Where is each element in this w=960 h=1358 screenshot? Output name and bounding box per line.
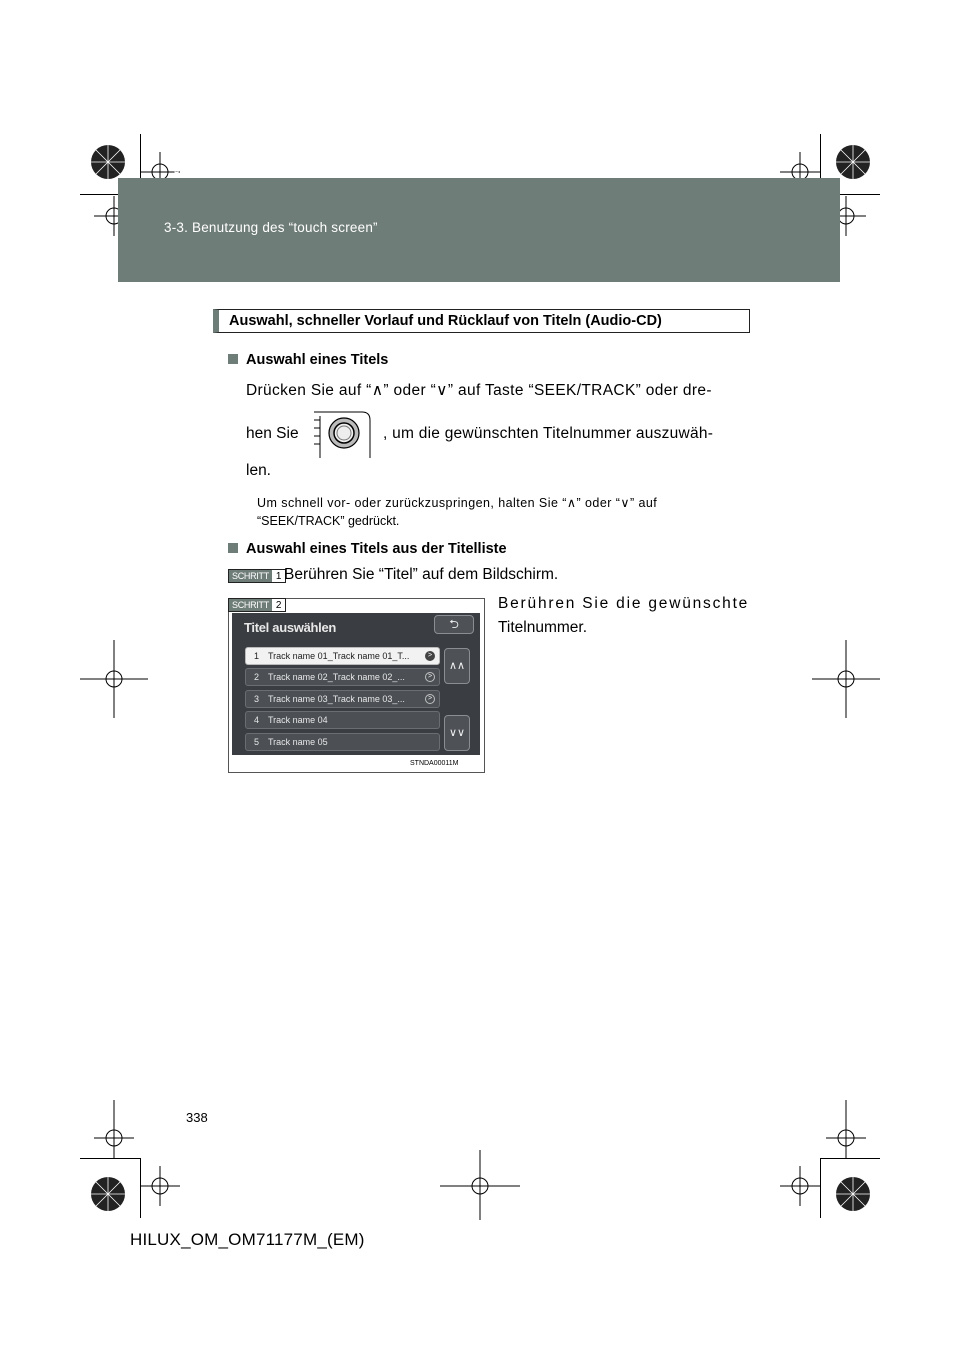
step-badge-1: SCHRITT 1 (228, 569, 286, 583)
subheading-text: Auswahl eines Titels (246, 352, 389, 368)
chevron-right-icon: > (425, 694, 435, 704)
back-button[interactable] (434, 615, 474, 634)
scroll-down-button[interactable] (444, 715, 470, 751)
square-bullet-icon (228, 543, 238, 553)
book-code: HILUX_OM_OM71177M_(EM) (130, 1230, 365, 1249)
print-stamp: HILUX_OM_OM71177M_(EM).book Page 338 Wednesday, May 16, 2012 1:28 PM (174, 169, 556, 179)
illustration-code: STNDA00011M (410, 760, 459, 767)
section-title: Auswahl, schneller Vorlauf und Rücklauf von Titeln (Audio-CD) (229, 313, 662, 329)
section-title-box (213, 309, 750, 333)
step-1-text: Berühren Sie “Titel” auf dem Bildschirm. (284, 566, 559, 583)
double-chevron-down-icon: ∨∨ (448, 727, 466, 739)
track-row-5[interactable]: 5 Track name 05 (245, 733, 440, 751)
subheading-text: Auswahl eines Titels aus der Titelliste (246, 541, 507, 557)
chapter-section-label: 3-3. Benutzung des “touch screen” (164, 220, 378, 235)
track-row-1[interactable]: 1 Track name 01_Track name 01_T... > (245, 647, 440, 665)
subheading-track-list (228, 541, 507, 557)
chevron-right-icon: > (425, 672, 435, 682)
chevron-right-icon: > (425, 651, 435, 661)
page-number: 338 (186, 1110, 208, 1125)
track-name: Track name 03_Track name 03_... (268, 694, 405, 704)
scroll-up-button[interactable] (444, 648, 470, 684)
track-name: Track name 02_Track name 02_... (268, 672, 405, 682)
tune-knob-icon (312, 406, 374, 462)
track-row-4[interactable]: 4 Track name 04 (245, 711, 440, 729)
paragraph-line-3: len. (246, 462, 271, 479)
paragraph-line-2b: , um die gewünschten Titelnummer auszuwäh- (383, 425, 714, 442)
double-chevron-up-icon: ∧∧ (448, 660, 466, 672)
paragraph-line-2a: hen Sie (246, 425, 299, 442)
track-row-2[interactable]: 2 Track name 02_Track name 02_... > (245, 668, 440, 686)
note-line-2: “SEEK/TRACK” gedrückt. (257, 514, 400, 528)
paragraph-line-1: Drücken Sie auf “∧” oder “∨” auf Taste “SEEK/TRACK” oder dre- (246, 382, 712, 399)
track-name: Track name 04 (268, 715, 328, 725)
track-name: Track name 05 (268, 737, 328, 747)
track-name: Track name 01_Track name 01_T... (268, 651, 410, 661)
subheading-select-track (228, 352, 388, 368)
back-arrow-icon: ⮌ (449, 617, 459, 631)
step-2-text-line-2: Titelnummer. (498, 619, 588, 636)
step-2-text-line-1: Berühren Sie die gewünschte (498, 595, 750, 612)
note-line-1: Um schnell vor- oder zurückzuspringen, halten Sie “∧” oder “∨” auf (257, 496, 658, 510)
screen-title: Titel auswählen (244, 620, 337, 635)
square-bullet-icon (228, 354, 238, 364)
track-row-3[interactable]: 3 Track name 03_Track name 03_... > (245, 690, 440, 708)
step-badge-2: SCHRITT 2 (228, 598, 286, 612)
